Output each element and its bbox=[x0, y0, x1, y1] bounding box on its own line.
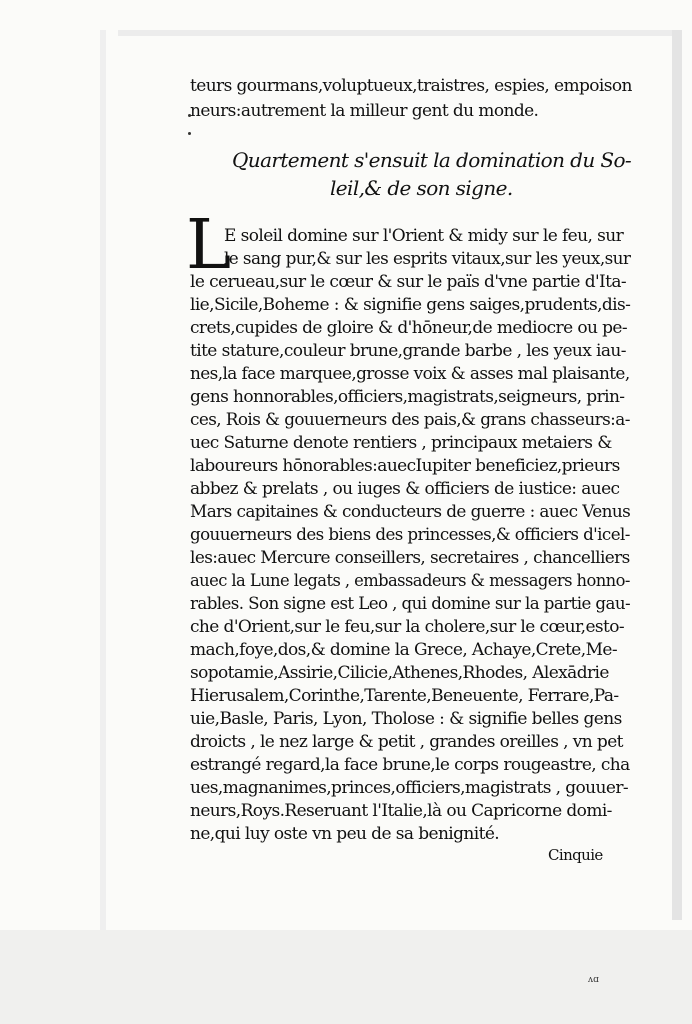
page-edge-top bbox=[118, 30, 678, 36]
text-line: gouuerneurs des biens des princesses,& officiers d'icel- bbox=[190, 525, 630, 545]
text-line: les:auec Mercure conseillers, secretaires , chancelliers bbox=[190, 548, 630, 568]
body-text-block bbox=[190, 226, 630, 846]
text-line: droicts , le nez large & petit , grandes oreilles , vn pet bbox=[190, 732, 623, 752]
text-line: sopotamie,Assirie,Cilicie,Athenes,Rhodes, Alexādrie bbox=[190, 663, 609, 683]
ink-speck bbox=[188, 132, 191, 135]
text-line: ces, Rois & gouuerneurs des pais,& grans chasseurs:a- bbox=[190, 410, 630, 430]
text-line: uie,Basle, Paris, Lyon, Tholose : & signifie belles gens bbox=[190, 709, 622, 729]
text-line: neurs:autrement la milleur gent du monde. bbox=[190, 101, 539, 121]
text-line: mach,foye,dos,& domine la Grece, Achaye,Crete,Me- bbox=[190, 640, 617, 660]
text-line: che d'Orient,sur le feu,sur la cholere,sur le cœur,esto- bbox=[190, 617, 625, 637]
text-line: ues,magnanimes,princes,officiers,magistrats , gouuer- bbox=[190, 778, 628, 798]
text-line: Hierusalem,Corinthe,Tarente,Beneuente, Ferrare,Pa- bbox=[190, 686, 619, 706]
text-line: ne,qui luy oste vn peu de sa benignité. bbox=[190, 824, 500, 844]
catchword: Cinquie bbox=[548, 846, 603, 864]
page-edge-left bbox=[100, 30, 106, 930]
text-line: abbez & prelats , ou iuges & officiers de iustice: auec bbox=[190, 479, 620, 499]
text-line: estrangé regard,la face brune,le corps rougeastre, cha bbox=[190, 755, 630, 775]
section-heading-line-1: Quartement s'ensuit la domination du So- bbox=[232, 148, 632, 172]
text-line: auec la Lune legats , embassadeurs & messagers honno- bbox=[190, 571, 630, 591]
top-text-block bbox=[190, 76, 660, 126]
text-line: gens honnorables,officiers,magistrats,seigneurs, prin- bbox=[190, 387, 625, 407]
text-line: le sang pur,& sur les esprits vitaux,sur les yeux,sur bbox=[224, 249, 631, 269]
text-line: E soleil domine sur l'Orient & midy sur le feu, sur bbox=[224, 226, 624, 246]
text-line: le cerueau,sur le cœur & sur le païs d'vne partie d'Ita- bbox=[190, 272, 627, 292]
text-line: neurs,Roys.Reseruant l'Italie,là ou Capricorne domi- bbox=[190, 801, 612, 821]
page-edge-right bbox=[672, 30, 682, 920]
text-line: nes,la face marquee,grosse voix & asses mal plaisante, bbox=[190, 364, 630, 384]
section-heading-line-2: leil,& de son signe. bbox=[330, 176, 513, 200]
text-line: uec Saturne denote rentiers , principaux metaiers & bbox=[190, 433, 612, 453]
text-line: laboureurs hōnorables:auecIupiter beneficiez,prieurs bbox=[190, 456, 620, 476]
text-line: Mars capitaines & conducteurs de guerre : auec Venus bbox=[190, 502, 631, 522]
signature-mark: ʌɑ bbox=[588, 975, 599, 985]
text-line: lie,Sicile,Boheme : & signifie gens saiges,prudents,dis- bbox=[190, 295, 631, 315]
drop-cap: L bbox=[186, 206, 232, 285]
text-line: teurs gourmans,voluptueux,traistres, espies, empoison bbox=[190, 76, 632, 96]
text-line: tite stature,couleur brune,grande barbe , les yeux iau- bbox=[190, 341, 626, 361]
text-line: rables. Son signe est Leo , qui domine sur la partie gau- bbox=[190, 594, 631, 614]
text-line: crets,cupides de gloire & d'hōneur,de mediocre ou pe- bbox=[190, 318, 628, 338]
